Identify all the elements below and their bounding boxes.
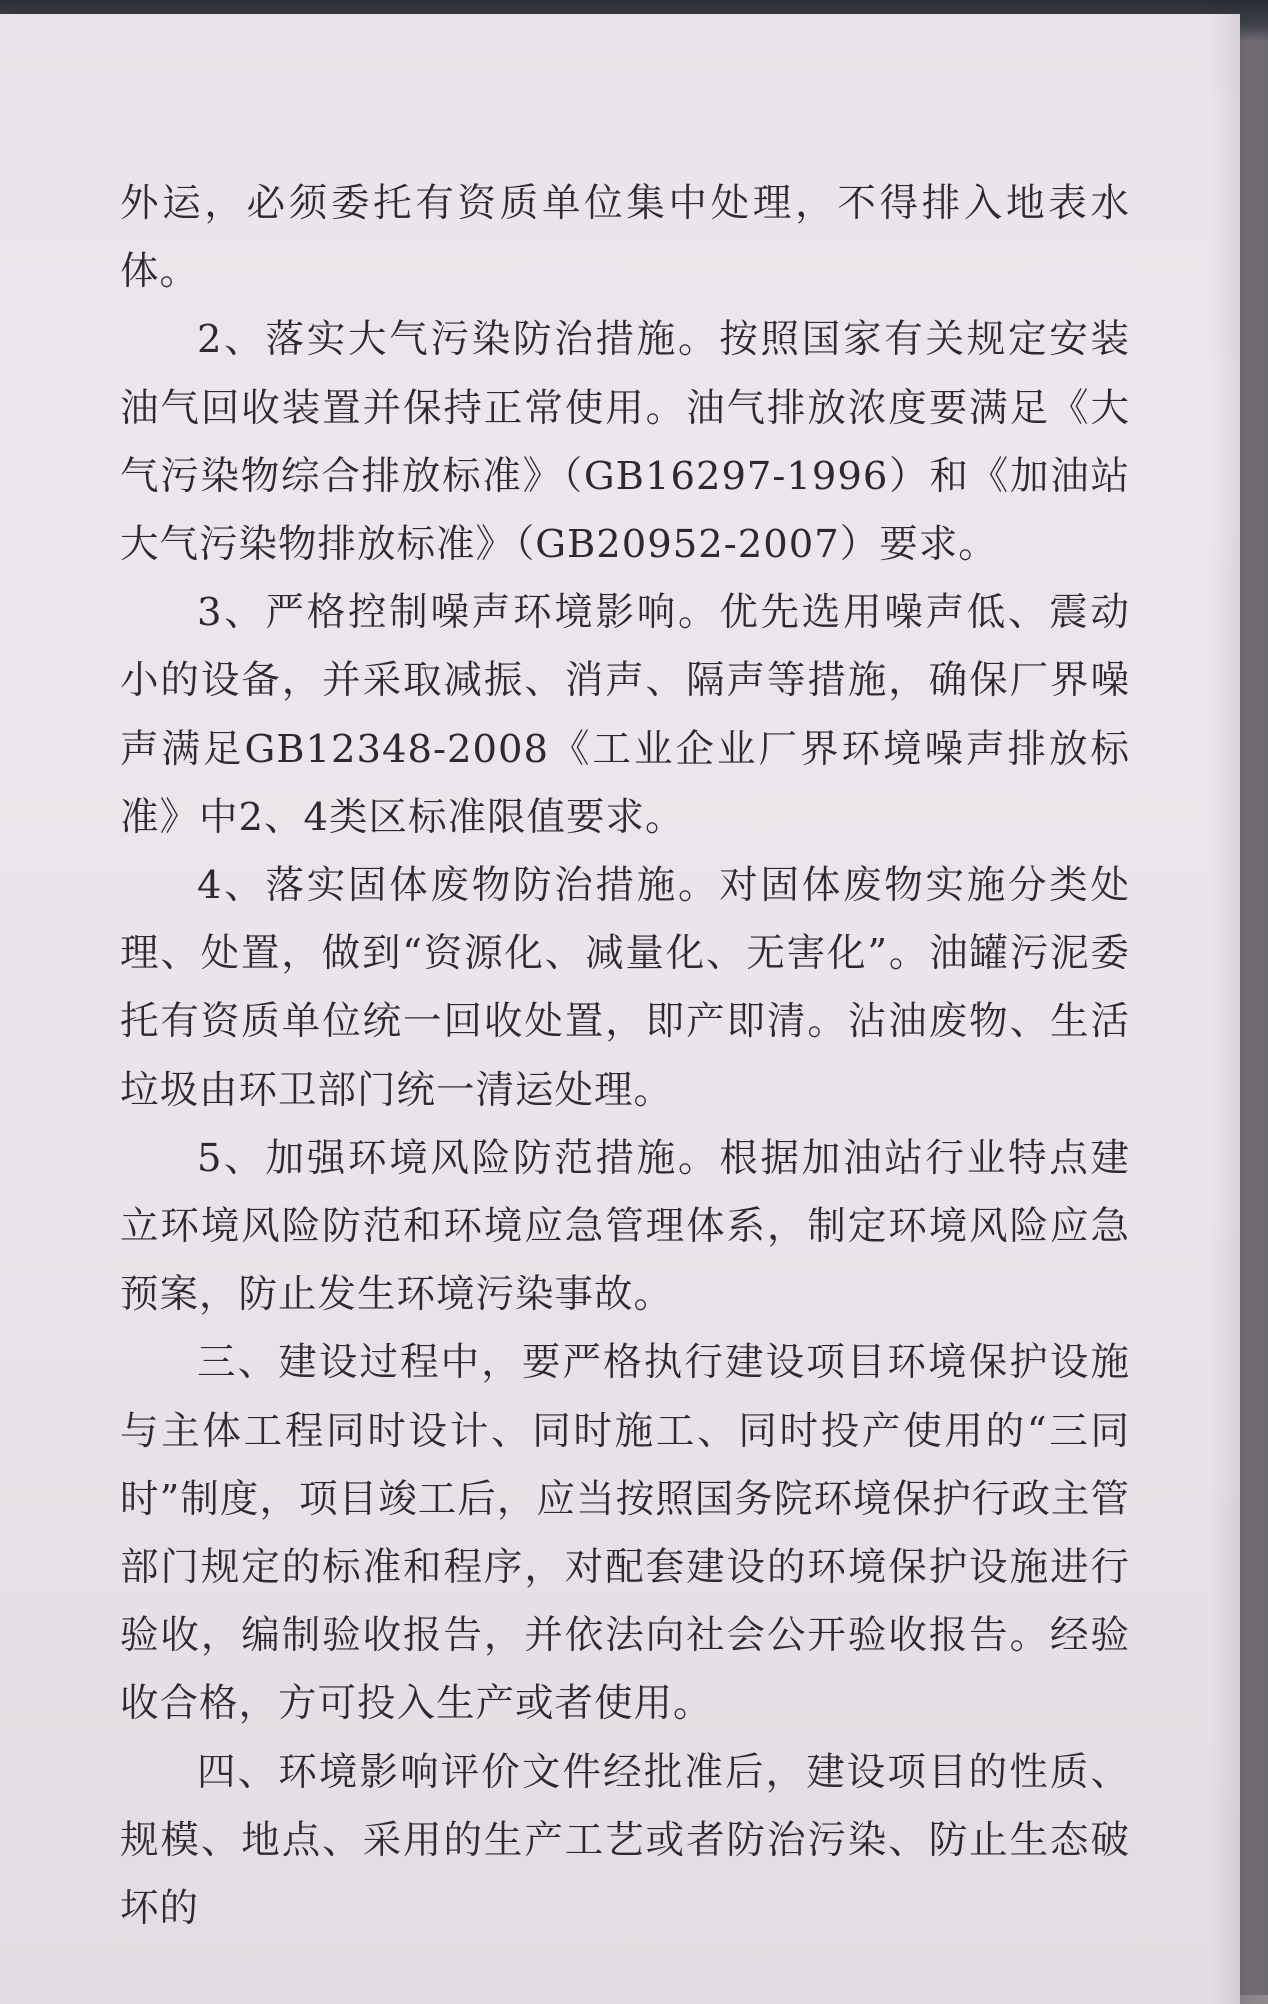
paragraph-three-simultaneous: 三、建设过程中，要严格执行建设项目环境保护设施与主体工程同时设计、同时施工、同时投产使用的“三同时”制度，项目竣工后，应当按照国务院环境保护行政主管部门规定的标准和程序，对配套建设的环境保护设施进行验收，编制验收报告，并依法向社会公开验收报告。经验收合格，方可投入生产或者使用。	[120, 1340, 1130, 1727]
document-body	[120, 170, 1130, 1943]
paragraph-solid-waste: 4、落实固体废物防治措施。对固体废物实施分类处理、处置，做到“资源化、减量化、无害化”。油罐污泥委托有资质单位统一回收处置，即产即清。沾油废物、生活垃圾由环卫部门统一清运处理。	[120, 863, 1130, 1113]
paragraph-continuation: 外运，必须委托有资质单位集中处理，不得排入地表水体。	[120, 181, 1130, 295]
paragraph-air-pollution: 2、落实大气污染防治措施。按照国家有关规定安装油气回收装置并保持正常使用。油气排放浓度要满足《大气污染物综合排放标准》（GB16297-1996）和《加油站大气污染物排放标准》（GB20952-2007）要求。	[120, 317, 1130, 568]
paragraph-noise-control: 3、严格控制噪声环境影响。优先选用噪声低、震动小的设备，并采取减振、消声、隔声等措施，确保厂界噪声满足GB12348-2008《工业企业厂界环境噪声排放标准》中2、4类区标准限值要求。	[120, 590, 1130, 840]
paragraph-eia-approval: 四、环境影响评价文件经批准后，建设项目的性质、规模、地点、采用的生产工艺或者防治污染、防止生态破坏的	[120, 1749, 1130, 1932]
paragraph-environmental-risk: 5、加强环境风险防范措施。根据加油站行业特点建立环境风险防范和环境应急管理体系，制定环境风险应急预案，防止发生环境污染事故。	[120, 1135, 1130, 1318]
sheet-edge-shade	[1210, 14, 1240, 2004]
